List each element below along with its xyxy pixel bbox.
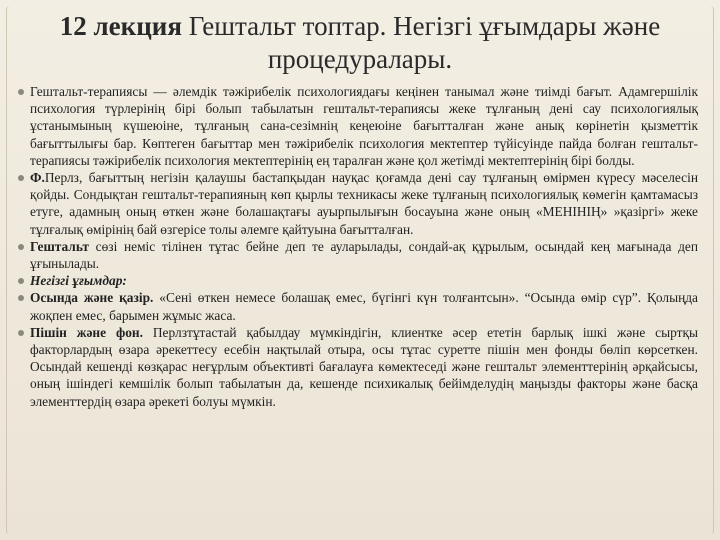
item-text: сөзі неміс тілінен тұтас бейне деп те ауларылады, сондай-ақ құрылым, осындай кең мағынада деп ұғынылады.: [30, 238, 698, 272]
list-item: [18, 324, 698, 410]
bullet-icon: [18, 278, 24, 284]
item-text: Перлзтұтастай қабылдау мүмкіндігін, клиентке әсер ететін барлық ішкі және сыртқы факторлардың өзара әрекеттесу есебін нақтылай отыра, осы тұтас суретте пішін мен фонды бөліп көрсеткен. Осындай кешенді көзқарас неғұрлым объективті бағалауға көмектеседі және гештальт элементтерінің әрқайсысы, оның ішіндегі кемшілік болып табылатын да, кешенде психикалық бейімделудің маңызды факторы және басқа элементтердің өзара әрекеті болуы мүмкін.: [30, 324, 698, 409]
item-bold-lead: Гештальт: [30, 238, 89, 254]
list-item: [18, 272, 698, 289]
item-bold-lead: Пішін және фон.: [30, 324, 143, 340]
bullet-icon: [18, 89, 24, 95]
bullet-icon: [18, 244, 24, 250]
list-item: [18, 83, 698, 169]
title-topic: Гештальт топтар. Негізгі ұғымдары және процедуралары.: [181, 11, 661, 74]
item-text: «Сені өткен немесе болашақ емес, бүгінгі күн толғантсын». “Осында өмір сүр”. Қолыңда жоқпен емес, барымен жұмыс жаса.: [30, 290, 698, 323]
item-italic-heading: Негізгі ұғымдар:: [30, 273, 127, 289]
list-item: [18, 238, 698, 272]
bullet-list: [18, 83, 698, 410]
item-text: Перлз, бағыттың негізін қалаушы бастапқыдан науқас қоғамда дені сау тұлғаның өмірмен күресу мәселесін қойды. Сондықтан гештальт-терапияның көп қырлы техникасы жеке тұлғаның психологиялық көмегін қамтамасыз етуге, адамның оның өткен және болашақтағы ауырпылығын босауына және оның «МЕНІНІҢ» »қазіргі» жеке тұлғалық өмірінің бай өзгерісе толы әлемге қайтуына бағытталған.: [30, 170, 698, 237]
bullet-icon: [18, 175, 24, 181]
bullet-icon: [18, 330, 24, 336]
list-item: [18, 289, 698, 323]
title-lecture-number: 12 лекция: [59, 11, 182, 41]
item-text: Гештальт-терапиясы — әлемдік тәжірибелік психологиядағы кеңінен танымал және тиімді бағыт. Адамгершілік психология түрлерінің бірі болып табылатын гештальт-терапиясы жеке тұлғаның дені сау психологиялық ұстанымының күшеюіне, тұлғаның сана-сезімнің кеңеюіне бағытталған және анық көрінетін қызметтік бағыттылығы бар. Көптеген бағыттар мен тәжірибелік психология мектептер түйісуінде пайда болған гештальт-терапиясы тәжірибелік психология мектептерінің ең таралған және қол жетімді мектептерінің бірі болды.: [30, 84, 698, 168]
item-bold-lead: Ф.: [30, 170, 45, 186]
slide-title: [40, 10, 680, 76]
item-bold-lead: Осында және қазір.: [30, 290, 154, 306]
list-item: [18, 169, 698, 238]
bullet-icon: [18, 295, 24, 301]
